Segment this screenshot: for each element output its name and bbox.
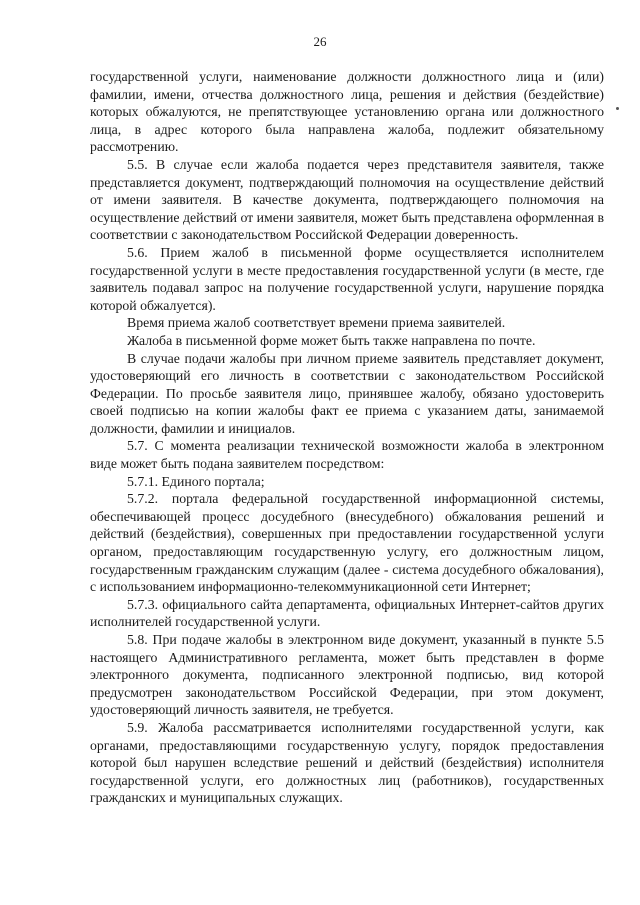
- paragraph-5-7-2: 5.7.2. портала федеральной государственной информационной системы, обеспечивающей процесс досудебного (внесудебного) обжалования решений и действий (бездействия), совершенных при предоставлении государственной услуги органом, предоставляющим государственную услугу, его должностным лицом, государственным гражданским служащим (далее - система досудебного обжалования), с использованием информационно-телекоммуникационной сети Интернет;: [90, 491, 604, 595]
- scan-speck: [616, 107, 619, 110]
- page-number: 26: [313, 34, 327, 49]
- paragraph-5-7-3: 5.7.3. официального сайта департамента, официальных Интернет-сайтов других исполнителей государственной услуги.: [90, 596, 604, 630]
- paragraph-continuation: государственной услуги, наименование должности должностного лица и (или) фамилии, имени, отчества должностного лица, решения и действия (бездействие) которых обжалуются, не препятствующее установлению органа или должностного лица, в адрес которого была направлена жалоба, подлежит обязательному рассмотрению.: [90, 69, 604, 155]
- paragraph-reception-time: Время приема жалоб соответствует времени приема заявителей.: [127, 315, 506, 331]
- paragraph-5-5: 5.5. В случае если жалоба подается через представителя заявителя, также представляется документ, подтверждающий полномочия на осуществление действий от имени заявителя. В качестве документа, подтверждающего полномочия на осуществление действий от имени заявителя, может быть представлена оформленная в соответствии с законодательством Российской Федерации доверенность.: [90, 156, 604, 243]
- paragraph-5-6: 5.6. Прием жалоб в письменной форме осуществляется исполнителем государственной услуги в месте предоставления государственной услуги (в месте, где заявитель подавал запрос на получение государственной услуги, нарушение порядка которой обжалуется).: [90, 244, 604, 313]
- paragraph-5-8: 5.8. При подаче жалобы в электронном виде документ, указанный в пункте 5.5 настоящего Административного регламента, может быть представлен в форме электронного документа, подписанного электронной подписью, вид которой предусмотрен законодательством Российской Федерации, при этом документ, удостоверяющий личность заявителя, не требуется.: [90, 632, 604, 718]
- paragraph-by-mail: Жалоба в письменной форме может быть также направлена по почте.: [127, 332, 536, 348]
- paragraph-5-7: 5.7. С момента реализации технической возможности жалоба в электронном виде может быть подана заявителем посредством:: [90, 438, 604, 472]
- paragraph-5-9: 5.9. Жалоба рассматривается исполнителями государственной услуги, как органами, предоставляющими государственную услугу, порядок предоставления которой был нарушен вследствие решений и действий (бездействия) исполнителя государственной услуги, его должностных лиц (работников), государственных гражданских и муниципальных служащих.: [90, 719, 604, 806]
- paragraph-personal-reception: В случае подачи жалобы при личном приеме заявитель представляет документ, удостоверяющий его личность в соответствии с законодательством Российской Федерации. По просьбе заявителя лицо, принявшее жалобу, обязано удостоверить своей подписью на копии жалобы факт ее приема с указанием даты, занимаемой должности, фамилии и инициалов.: [90, 350, 604, 436]
- paragraph-5-7-1: 5.7.1. Единого портала;: [127, 473, 265, 489]
- document-body: [90, 68, 604, 807]
